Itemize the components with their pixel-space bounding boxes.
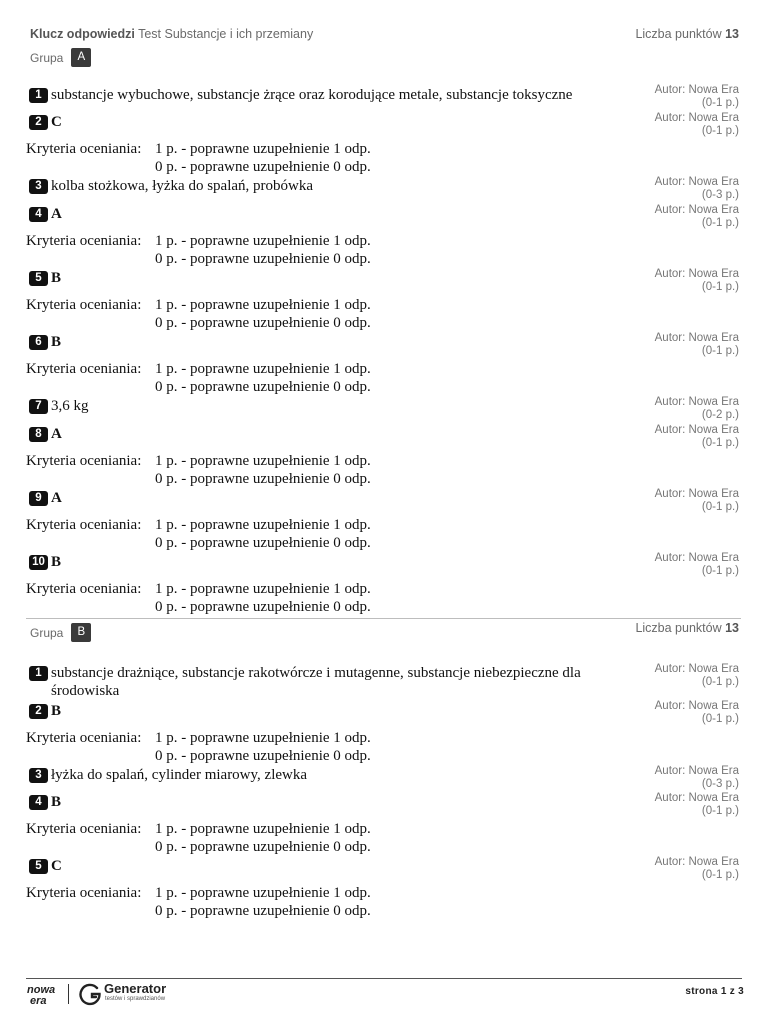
- question-a2: [29, 113, 62, 131]
- author: Autor: Nowa Era: [654, 396, 739, 408]
- author: Autor: Nowa Era: [654, 700, 739, 712]
- answer: B: [51, 703, 62, 719]
- points-range: (0-3 p.): [701, 777, 739, 790]
- group-b-header: [30, 623, 91, 642]
- criteria-label: Kryteria oceniania:: [26, 730, 142, 746]
- question-a6: [29, 333, 61, 351]
- question-a7: [29, 397, 89, 415]
- question-meta: [655, 204, 739, 229]
- criteria-line2: 0 p. - poprawne uzupełnienie 0 odp.: [155, 315, 371, 331]
- group-b-points: [635, 621, 739, 635]
- points-range: (0-1 p.): [701, 500, 739, 513]
- points-range: (0-1 p.): [701, 344, 739, 357]
- title-bold: Klucz odpowiedzi: [30, 27, 135, 41]
- question-number: 2: [29, 115, 48, 130]
- author: Autor: Nowa Era: [654, 176, 739, 188]
- question-number: 6: [29, 335, 48, 350]
- question-meta: [655, 856, 739, 881]
- criteria-label: Kryteria oceniania:: [26, 233, 142, 249]
- grading-criteria: [26, 232, 371, 268]
- footer-divider: [26, 978, 742, 979]
- question-a4: [29, 205, 62, 223]
- question-meta: [655, 112, 739, 137]
- document-title: [30, 27, 313, 41]
- grading-criteria: [26, 820, 371, 856]
- points-range: (0-1 p.): [701, 712, 739, 725]
- points-label: Liczba punktów: [635, 621, 722, 635]
- question-number: 4: [29, 795, 48, 810]
- question-a5: [29, 269, 61, 287]
- question-meta: [655, 700, 739, 725]
- question-a9: [29, 489, 62, 507]
- criteria-line2: 0 p. - poprawne uzupełnienie 0 odp.: [155, 535, 371, 551]
- question-number: 5: [29, 859, 48, 874]
- criteria-label: Kryteria oceniania:: [26, 821, 142, 837]
- question-b4: [29, 793, 61, 811]
- criteria-line2: 0 p. - poprawne uzupełnienie 0 odp.: [155, 379, 371, 395]
- criteria-label: Kryteria oceniania:: [26, 581, 142, 597]
- answer: 3,6 kg: [51, 398, 89, 414]
- points-range: (0-1 p.): [701, 436, 739, 449]
- question-meta: [655, 552, 739, 577]
- grading-criteria: [26, 884, 371, 920]
- group-divider: [26, 618, 741, 619]
- points-range: (0-1 p.): [701, 675, 739, 688]
- question-number: 1: [29, 88, 48, 103]
- points-range: (0-3 p.): [701, 188, 739, 201]
- points-range: (0-1 p.): [701, 868, 739, 881]
- group-badge: A: [71, 48, 91, 67]
- question-number: 7: [29, 399, 48, 414]
- answer: B: [51, 794, 62, 810]
- author: Autor: Nowa Era: [654, 84, 739, 96]
- question-number: 3: [29, 179, 48, 194]
- grading-criteria: [26, 452, 371, 488]
- grading-criteria: [26, 580, 371, 616]
- question-number: 8: [29, 427, 48, 442]
- answer: A: [51, 426, 62, 442]
- criteria-label: Kryteria oceniania:: [26, 885, 142, 901]
- question-b5: [29, 857, 62, 875]
- points-value: 13: [725, 621, 739, 635]
- criteria-label: Kryteria oceniania:: [26, 361, 142, 377]
- criteria-line1: 1 p. - poprawne uzupełnienie 1 odp.: [155, 821, 371, 837]
- question-number: 9: [29, 491, 48, 506]
- question-meta: [655, 84, 739, 109]
- logo-separator: [68, 984, 69, 1004]
- logo-text-2: era: [30, 995, 47, 1006]
- criteria-label: Kryteria oceniania:: [26, 453, 142, 469]
- generator-logo-icon: [78, 982, 102, 1006]
- criteria-line1: 1 p. - poprawne uzupełnienie 1 odp.: [155, 141, 371, 157]
- answer: B: [51, 554, 62, 570]
- answer: kolba stożkowa, łyżka do spalań, probówka: [51, 178, 314, 194]
- answer: substancje wybuchowe, substancje żrące oraz korodujące metale, substancje toksyczne: [51, 87, 573, 103]
- criteria-label: Kryteria oceniania:: [26, 297, 142, 313]
- criteria-line2: 0 p. - poprawne uzupełnienie 0 odp.: [155, 159, 371, 175]
- points-range: (0-2 p.): [701, 408, 739, 421]
- grading-criteria: [26, 360, 371, 396]
- points-range: (0-1 p.): [701, 96, 739, 109]
- question-b3: [29, 766, 307, 784]
- generator-title: Generator: [104, 981, 167, 996]
- title-rest: Test Substancje i ich przemiany: [138, 27, 314, 41]
- question-meta: [655, 396, 739, 421]
- criteria-line1: 1 p. - poprawne uzupełnienie 1 odp.: [155, 581, 371, 597]
- criteria-line2: 0 p. - poprawne uzupełnienie 0 odp.: [155, 839, 371, 855]
- question-a8: [29, 425, 62, 443]
- criteria-line1: 1 p. - poprawne uzupełnienie 1 odp.: [155, 453, 371, 469]
- author: Autor: Nowa Era: [654, 112, 739, 124]
- author: Autor: Nowa Era: [654, 204, 739, 216]
- question-meta: [655, 488, 739, 513]
- question-meta: [655, 765, 739, 790]
- question-b2: [29, 702, 61, 720]
- grading-criteria: [26, 296, 371, 332]
- author: Autor: Nowa Era: [654, 663, 739, 675]
- group-label: Grupa: [30, 50, 64, 65]
- answer: substancje drażniące, substancje rakotwórcze i mutagenne, substancje niebezpieczne dla środowiska: [51, 665, 581, 699]
- page-number: strona 1 z 3: [685, 986, 744, 997]
- points-label: Liczba punktów: [635, 27, 722, 41]
- question-number: 10: [29, 555, 48, 570]
- nowa-era-logo: [26, 982, 60, 1006]
- criteria-line2: 0 p. - poprawne uzupełnienie 0 odp.: [155, 251, 371, 267]
- criteria-line2: 0 p. - poprawne uzupełnienie 0 odp.: [155, 599, 371, 615]
- total-points: [635, 27, 739, 41]
- group-badge: B: [71, 623, 91, 642]
- question-a1: [29, 86, 572, 104]
- question-b1: [29, 664, 626, 700]
- author: Autor: Nowa Era: [654, 488, 739, 500]
- question-a3: [29, 177, 313, 195]
- author: Autor: Nowa Era: [654, 792, 739, 804]
- question-number: 1: [29, 666, 48, 681]
- answer: łyżka do spalań, cylinder miarowy, zlewka: [51, 767, 308, 783]
- question-number: 3: [29, 768, 48, 783]
- points-range: (0-1 p.): [701, 804, 739, 817]
- answer: B: [51, 270, 62, 286]
- criteria-line1: 1 p. - poprawne uzupełnienie 1 odp.: [155, 517, 371, 533]
- criteria-line2: 0 p. - poprawne uzupełnienie 0 odp.: [155, 903, 371, 919]
- author: Autor: Nowa Era: [654, 332, 739, 344]
- question-meta: [655, 332, 739, 357]
- question-meta: [655, 792, 739, 817]
- author: Autor: Nowa Era: [654, 856, 739, 868]
- question-meta: [655, 663, 739, 688]
- logo-text-1: nowa: [27, 984, 56, 996]
- answer: C: [51, 114, 62, 130]
- criteria-label: Kryteria oceniania:: [26, 141, 142, 157]
- criteria-line1: 1 p. - poprawne uzupełnienie 1 odp.: [155, 885, 371, 901]
- author: Autor: Nowa Era: [654, 765, 739, 777]
- author: Autor: Nowa Era: [654, 268, 739, 280]
- question-number: 2: [29, 704, 48, 719]
- grading-criteria: [26, 140, 371, 176]
- points-range: (0-1 p.): [701, 564, 739, 577]
- criteria-line1: 1 p. - poprawne uzupełnienie 1 odp.: [155, 233, 371, 249]
- question-meta: [655, 424, 739, 449]
- generator-subtitle: testów i sprawdzianów: [105, 996, 166, 1002]
- criteria-line2: 0 p. - poprawne uzupełnienie 0 odp.: [155, 748, 371, 764]
- question-meta: [655, 268, 739, 293]
- criteria-line2: 0 p. - poprawne uzupełnienie 0 odp.: [155, 471, 371, 487]
- group-label: Grupa: [30, 625, 64, 640]
- question-meta: [655, 176, 739, 201]
- question-a10: [29, 553, 61, 571]
- author: Autor: Nowa Era: [654, 552, 739, 564]
- criteria-line1: 1 p. - poprawne uzupełnienie 1 odp.: [155, 297, 371, 313]
- points-range: (0-1 p.): [701, 124, 739, 137]
- question-number: 5: [29, 271, 48, 286]
- author: Autor: Nowa Era: [654, 424, 739, 436]
- points-range: (0-1 p.): [701, 280, 739, 293]
- points-range: (0-1 p.): [701, 216, 739, 229]
- group-a-header: [30, 48, 91, 67]
- grading-criteria: [26, 516, 371, 552]
- criteria-label: Kryteria oceniania:: [26, 517, 142, 533]
- question-number: 4: [29, 207, 48, 222]
- answer: A: [51, 490, 62, 506]
- criteria-line1: 1 p. - poprawne uzupełnienie 1 odp.: [155, 730, 371, 746]
- points-value: 13: [725, 27, 739, 41]
- criteria-line1: 1 p. - poprawne uzupełnienie 1 odp.: [155, 361, 371, 377]
- grading-criteria: [26, 729, 371, 765]
- answer: C: [51, 858, 62, 874]
- answer: A: [51, 206, 62, 222]
- answer: B: [51, 334, 62, 350]
